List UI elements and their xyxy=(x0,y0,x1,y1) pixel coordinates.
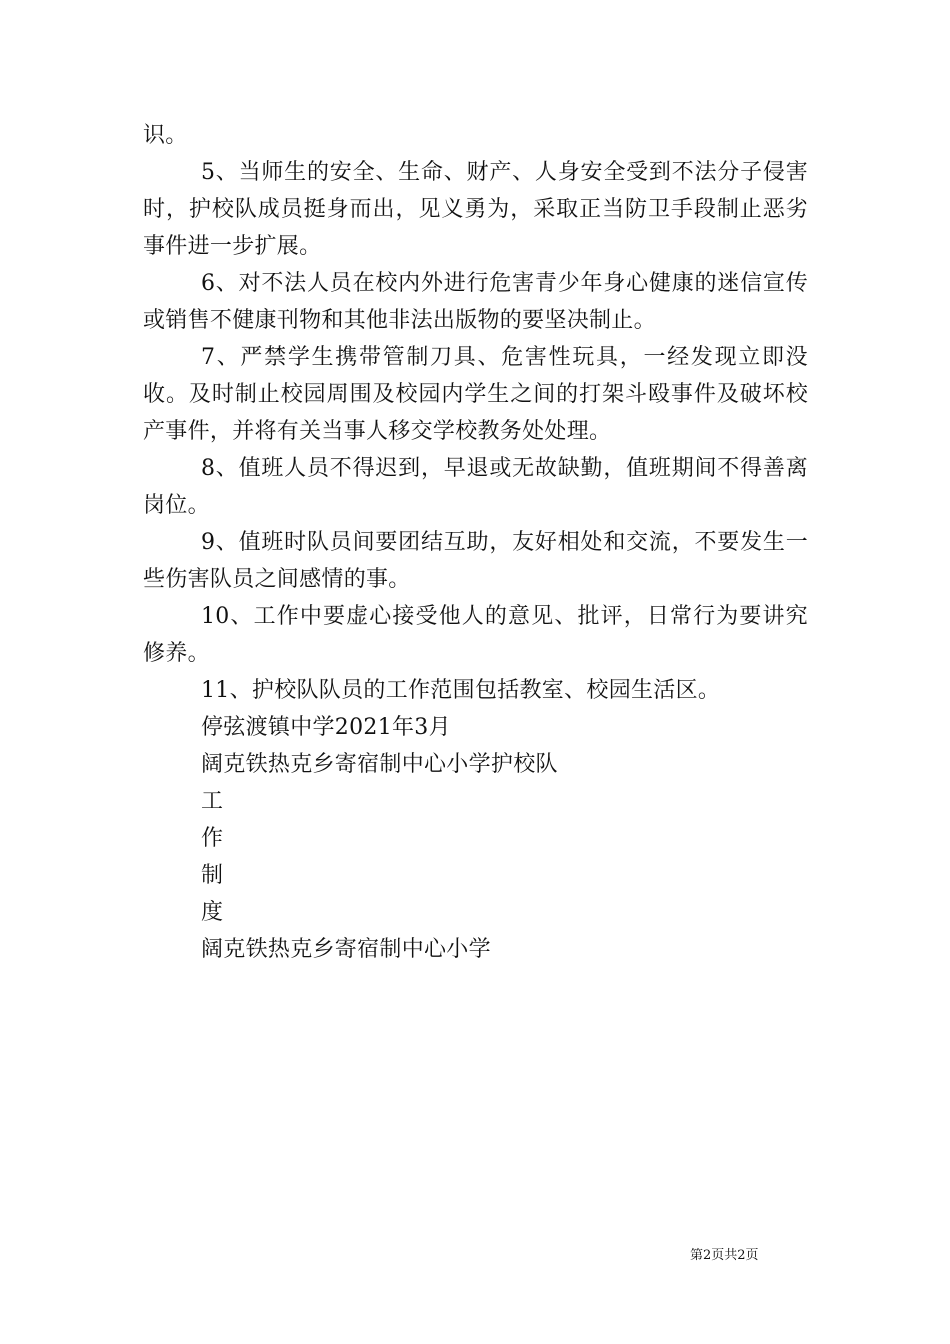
title-char-zhi: 制 xyxy=(201,863,224,888)
title-school-line: 阔克铁热克乡寄宿制中心小学护校队 xyxy=(201,752,558,777)
footer-school-line: 阔克铁热克乡寄宿制中心小学 xyxy=(201,937,491,962)
title-char-du: 度 xyxy=(201,900,224,925)
rule-item-9: 9、值班时队员间要团结互助，友好相处和交流，不要发生一些伤害队员之间感情的事。 xyxy=(143,530,808,592)
rule-item-6: 6、对不法人员在校内外进行危害青少年身心健康的迷信宣传或销售不健康刊物和其他非法出版物的要坚决制止。 xyxy=(143,271,808,333)
title-char-gong: 工 xyxy=(201,789,224,814)
opening-fragment: 识。 xyxy=(143,123,188,148)
rule-item-8: 8、值班人员不得迟到，早退或无故缺勤，值班期间不得善离岗位。 xyxy=(143,456,808,518)
rule-item-11: 11、护校队队员的工作范围包括教室、校园生活区。 xyxy=(201,678,721,703)
title-char-zuo: 作 xyxy=(201,826,224,851)
document-body xyxy=(143,117,808,968)
rule-item-10: 10、工作中要虚心接受他人的意见、批评，日常行为要讲究修养。 xyxy=(143,604,808,666)
signature-line: 停弦渡镇中学2021年3月 xyxy=(201,715,451,740)
rule-item-7: 7、严禁学生携带管制刀具、危害性玩具，一经发现立即没收。及时制止校园周围及校园内学生之间的打架斗殴事件及破坏校产事件，并将有关当事人移交学校教务处处理。 xyxy=(143,345,808,444)
rule-item-5: 5、当师生的安全、生命、财产、人身安全受到不法分子侵害时，护校队成员挺身而出，见义勇为，采取正当防卫手段制止恶劣事件进一步扩展。 xyxy=(143,160,808,259)
page-number: 第2页共2页 xyxy=(690,1248,759,1263)
